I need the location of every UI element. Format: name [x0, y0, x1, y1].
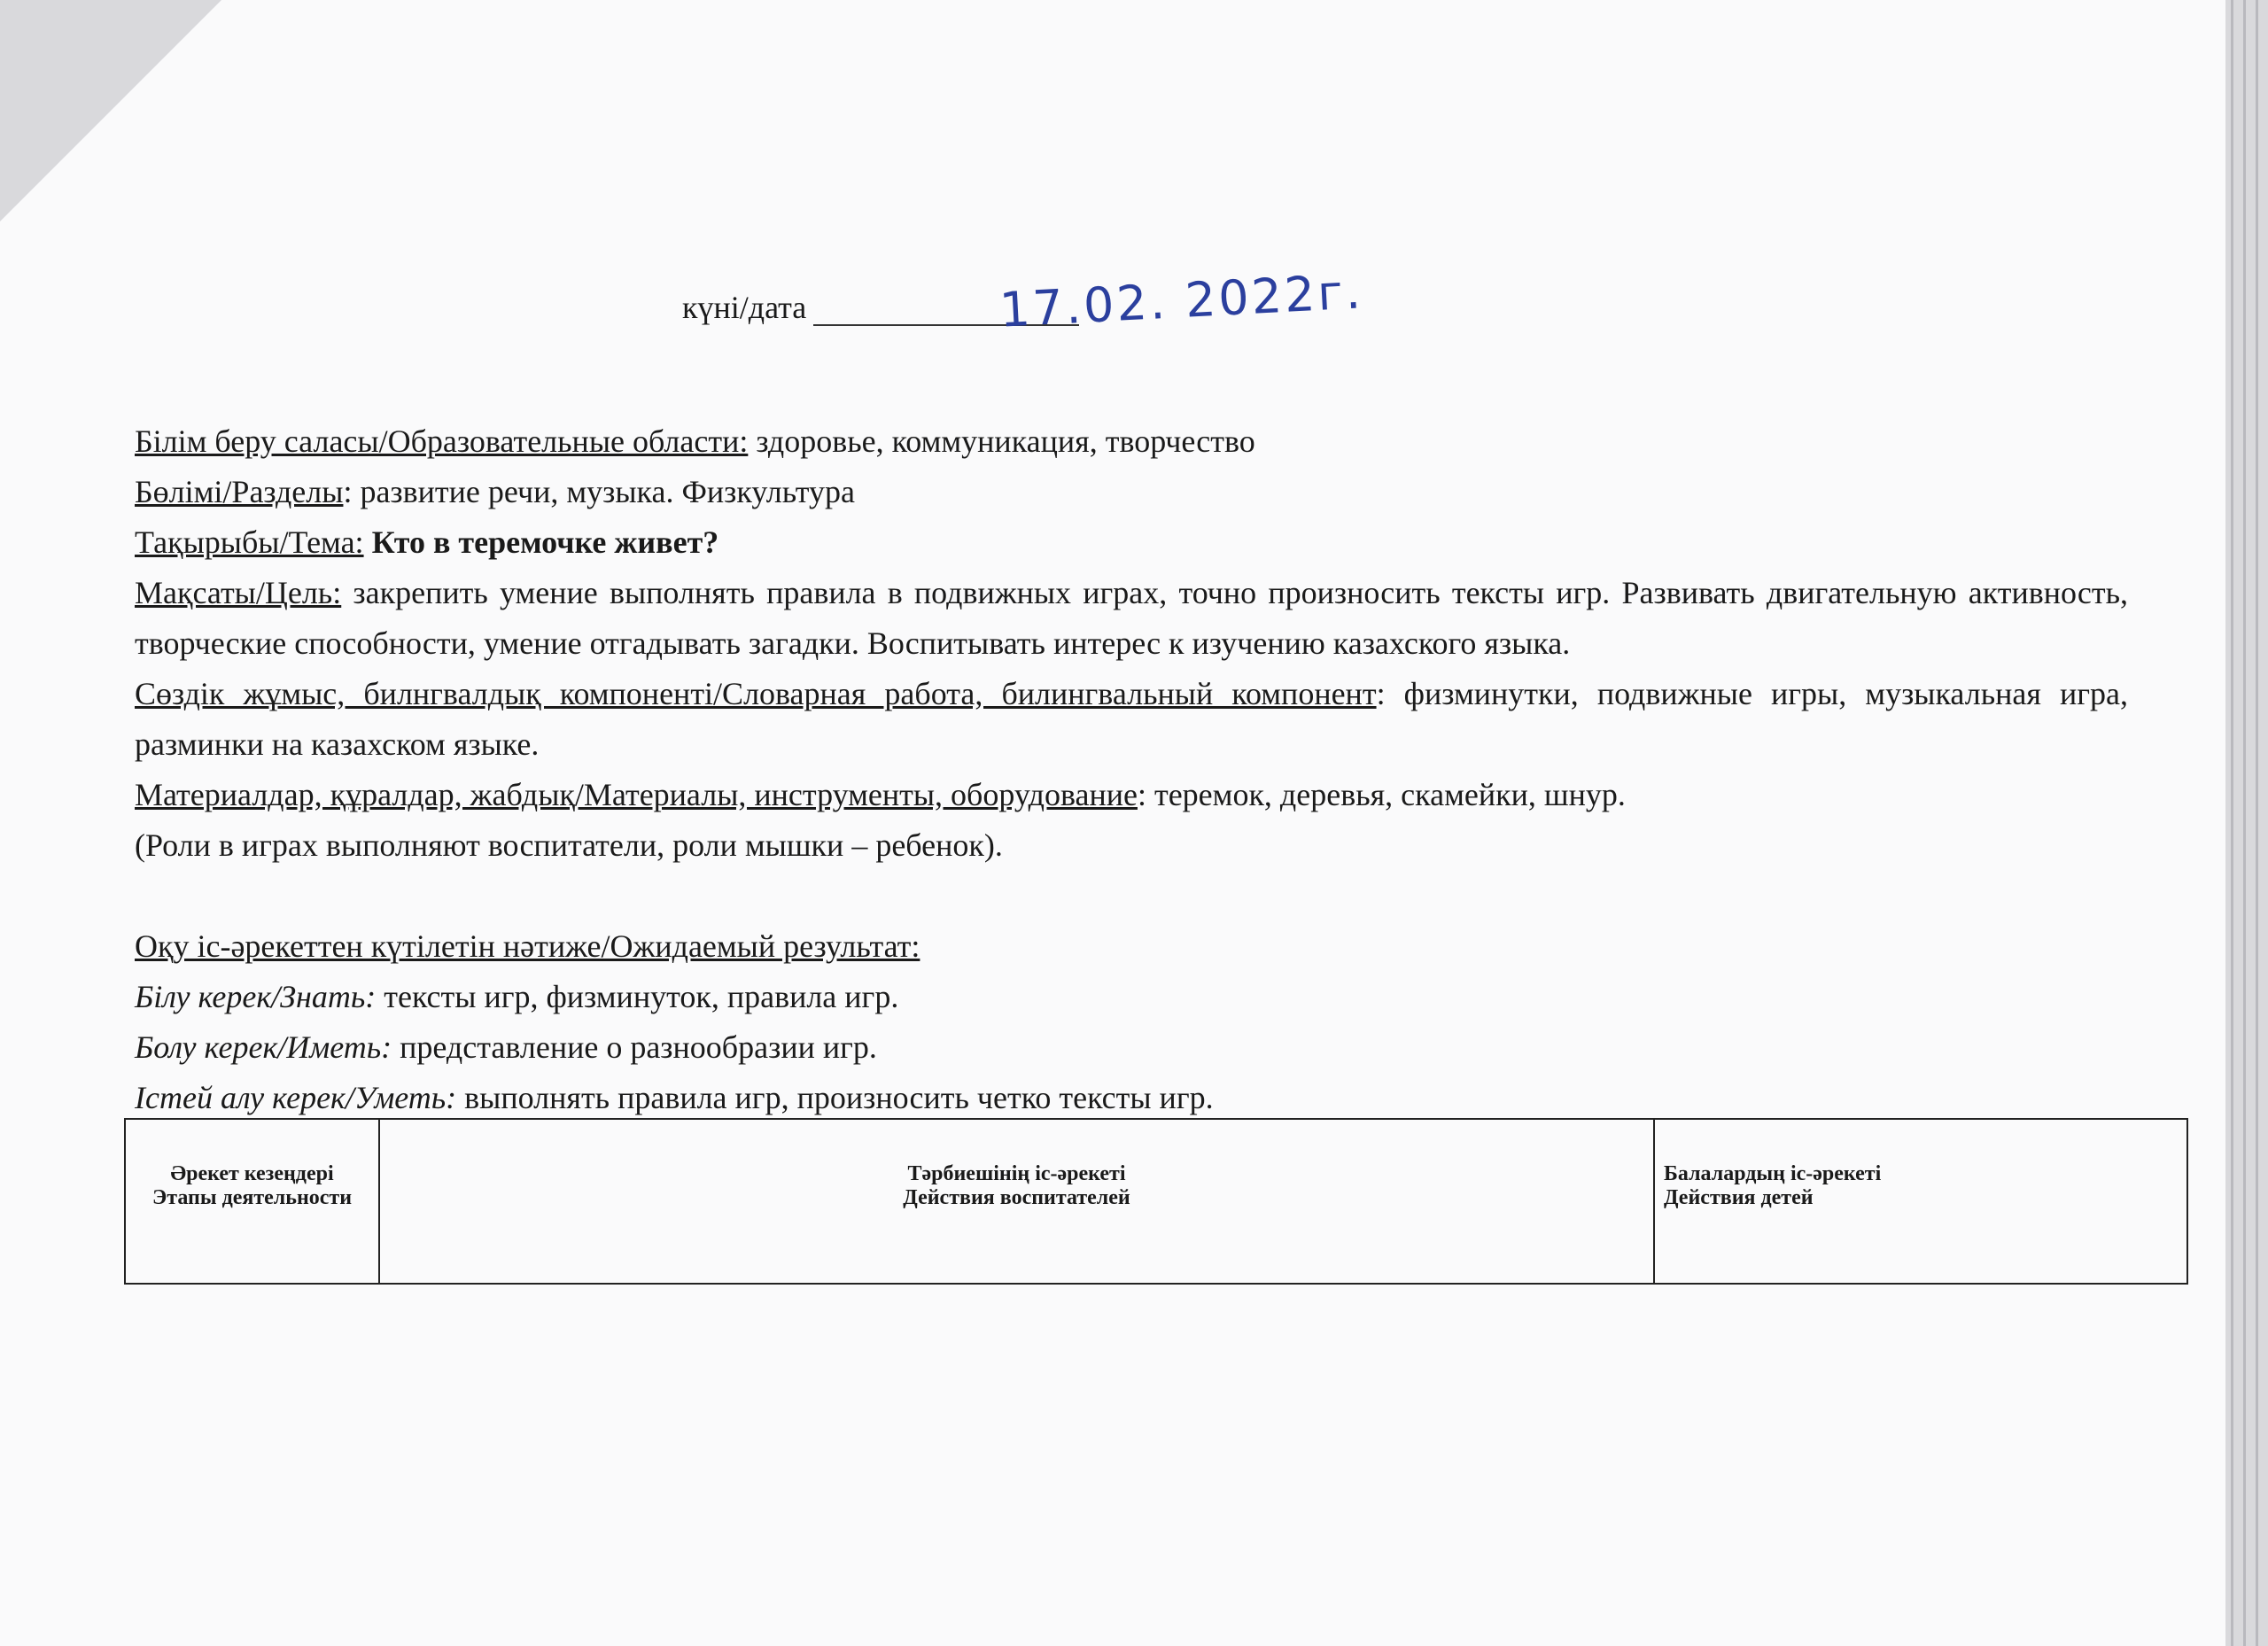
goal: Мақсаты/Цель: закрепить умение выполнять правила в подвижных играх, точно произносить тексты игр. Развивать двигательную активность, творческие способности, умение отгадывать загадки. Воспитывать интерес к изучению казахского языка.: [135, 575, 2128, 661]
vocabulary: Сөздік жұмыс, билнгвалдық компоненті/Словарная работа, билингвальный компонент: физминутки, подвижные игры, музыкальная игра, разминки на казахском языке.: [135, 676, 2128, 762]
sections: Бөлімі/Разделы: развитие речи, музыка. Физкультура: [135, 474, 856, 509]
table-header-children: Балалардың іс-әрекеті Действия детей: [1654, 1119, 2187, 1284]
expected-heading: Оқу іс-әрекеттен күтілетін нәтиже/Ожидаемый результат:: [135, 928, 920, 964]
table-header-teacher: Тәрбиешінің іс-әрекеті Действия воспитателей: [379, 1119, 1654, 1284]
table-row: [125, 1119, 2187, 1284]
date-label: күні/дата: [682, 290, 807, 325]
page-edge: [2256, 0, 2258, 1646]
activity-table: [124, 1118, 2188, 1285]
topic: Тақырыбы/Тема: Кто в теремочке живет?: [135, 524, 719, 560]
date-line: [813, 263, 1365, 338]
lesson-plan-body: [135, 416, 2128, 1123]
materials: Материалдар, құралдар, жабдық/Материалы, инструменты, оборудование: теремок, деревья, скамейки, шнур.: [135, 777, 1626, 812]
table-header-stages: Әрекет кезеңдері Этапы деятельности: [125, 1119, 379, 1284]
expected-know: Білу керек/Знать: тексты игр, физминуток, правила игр.: [135, 979, 899, 1014]
education-area: Білім беру саласы/Образовательные области: здоровье, коммуникация, творчество: [135, 423, 1255, 459]
page-edge: [2231, 0, 2233, 1646]
expected-have: Болу керек/Иметь: представление о разнообразии игр.: [135, 1029, 877, 1065]
expected-able: Істей алу керек/Уметь: выполнять правила игр, произносить четко тексты игр.: [135, 1080, 1214, 1115]
handwritten-date: 17.02. 2022г.: [998, 263, 1365, 338]
page-edge: [2243, 0, 2246, 1646]
roles-note: (Роли в играх выполняют воспитатели, роли мышки – ребенок).: [135, 827, 1003, 863]
date-row: [682, 263, 1365, 338]
